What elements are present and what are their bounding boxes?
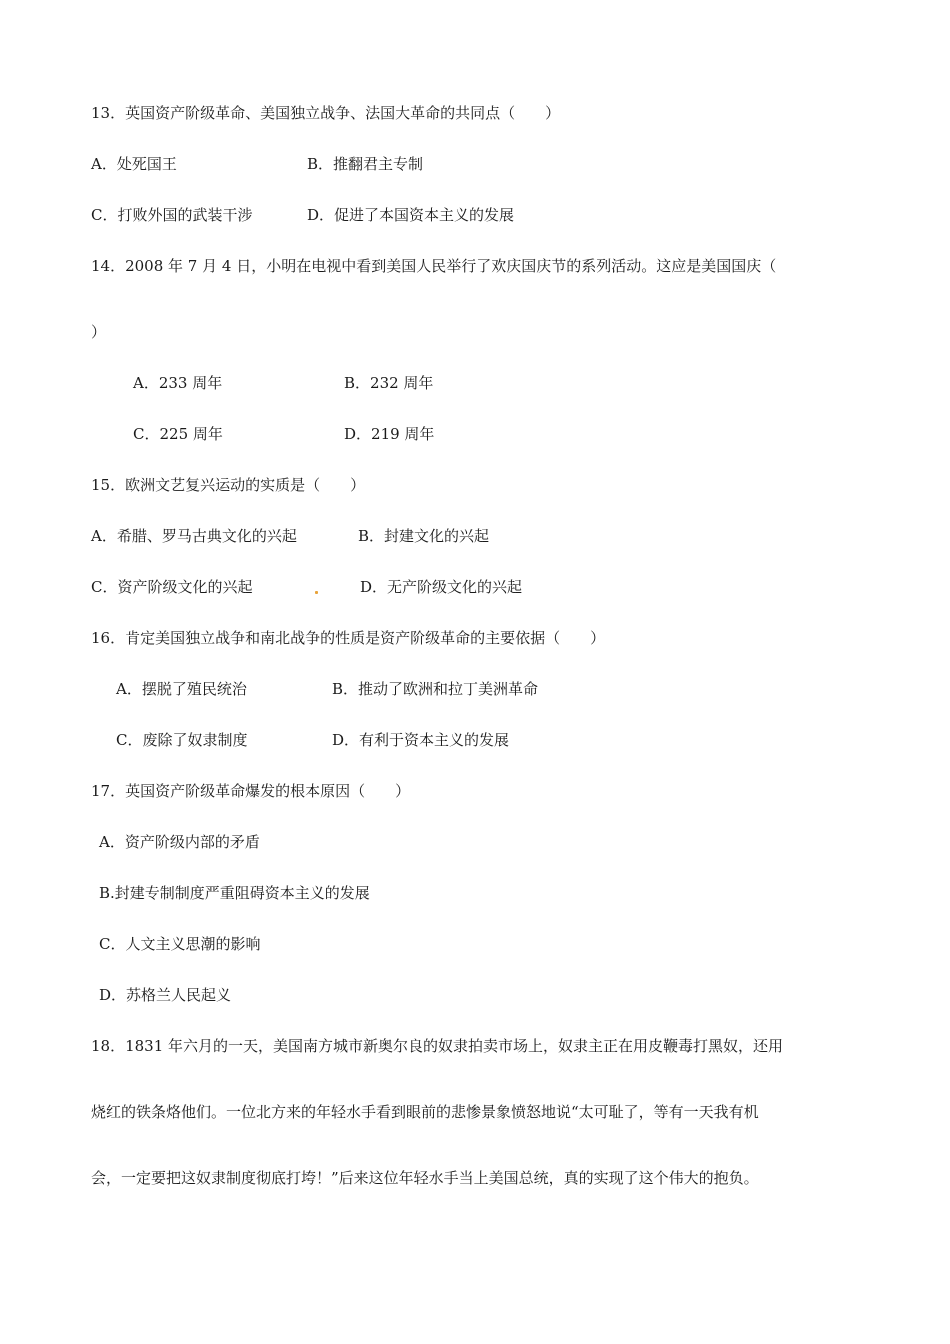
- question-14-text-line-2: ）: [91, 323, 107, 341]
- question-14-text-line-1: 14．2008 年 7 月 4 日，小明在电视中看到美国人民举行了欢庆国庆节的系列活动。这应是美国国庆（: [91, 257, 777, 275]
- question-18-text-line-3: 会，一定要把这奴隶制度彻底打垮！”后来这位年轻水手当上美国总统，真的实现了这个伟大的抱负。: [91, 1169, 759, 1187]
- stray-mark: [315, 591, 318, 594]
- question-18-text-line-2: 烧红的铁条烙他们。一位北方来的年轻水手看到眼前的悲惨景象愤怒地说“太可耻了，等有一天我有机: [91, 1103, 759, 1121]
- question-15-text: 15．欧洲文艺复兴运动的实质是（ ）: [91, 476, 366, 494]
- question-18-text-line-1: 18．1831 年六月的一天，美国南方城市新奥尔良的奴隶拍卖市场上，奴隶主正在用皮鞭毒打黑奴，还用: [91, 1037, 784, 1055]
- question-15-option-c: C．资产阶级文化的兴起: [91, 578, 253, 596]
- question-15-option-d: D．无产阶级文化的兴起: [360, 578, 523, 596]
- question-15-option-b: B．封建文化的兴起: [358, 527, 490, 545]
- question-16-option-a: A．摆脱了殖民统治: [116, 680, 247, 698]
- question-16-option-c: C．废除了奴隶制度: [116, 731, 248, 749]
- question-13-text: 13．英国资产阶级革命、美国独立战争、法国大革命的共同点（ ）: [91, 104, 561, 122]
- question-17-option-a: A．资产阶级内部的矛盾: [99, 833, 260, 851]
- question-15-option-a: A．希腊、罗马古典文化的兴起: [91, 527, 297, 545]
- question-14-option-b: B．232 周年: [344, 374, 434, 392]
- question-17-option-c: C．人文主义思潮的影响: [99, 935, 261, 953]
- question-17-text: 17．英国资产阶级革命爆发的根本原因（ ）: [91, 782, 411, 800]
- question-16-option-b: B．推动了欧洲和拉丁美洲革命: [332, 680, 539, 698]
- question-14-option-a: A．233 周年: [133, 374, 223, 392]
- question-13-option-a: A．处死国王: [91, 155, 177, 173]
- question-13-option-d: D．促进了本国资本主义的发展: [307, 206, 515, 224]
- question-13-option-c: C．打败外国的武装干涉: [91, 206, 253, 224]
- question-14-option-d: D．219 周年: [344, 425, 435, 443]
- question-17-option-d: D．苏格兰人民起义: [99, 986, 232, 1004]
- question-13-option-b: B．推翻君主专制: [307, 155, 424, 173]
- question-16-option-d: D．有利于资本主义的发展: [332, 731, 510, 749]
- question-14-option-c: C．225 周年: [133, 425, 223, 443]
- question-16-text: 16．肯定美国独立战争和南北战争的性质是资产阶级革命的主要依据（ ）: [91, 629, 606, 647]
- question-17-option-b: B.封建专制制度严重阻碍资本主义的发展: [99, 884, 370, 902]
